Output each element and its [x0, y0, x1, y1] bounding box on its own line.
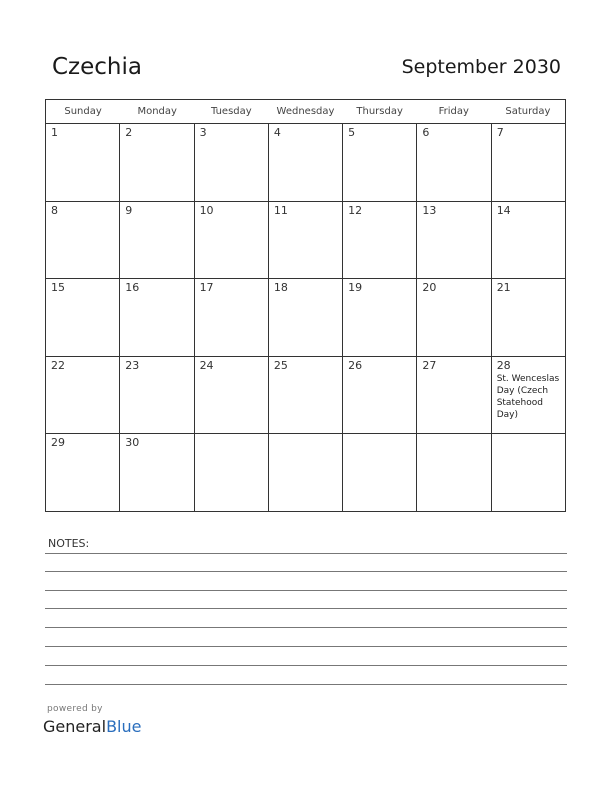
notes-label: NOTES:	[48, 537, 90, 550]
day-number: 7	[496, 126, 504, 139]
holiday-event: St. Wenceslas Day (Czech Statehood Day)	[496, 373, 560, 420]
logo-general-text: General	[43, 717, 107, 736]
notes-line	[45, 590, 567, 591]
day-cell	[269, 124, 343, 201]
day-cell	[417, 279, 491, 356]
day-number: 10	[199, 203, 214, 217]
day-cell	[492, 357, 565, 434]
weekday-saturday: Saturday	[505, 106, 551, 117]
week-row	[46, 124, 565, 202]
weekday-friday: Friday	[438, 106, 469, 117]
day-cell	[492, 202, 565, 279]
day-number: 16	[125, 281, 140, 295]
week-row	[46, 279, 565, 357]
week-row	[46, 202, 565, 280]
day-number: 27	[422, 358, 437, 372]
notes-line	[45, 553, 567, 554]
weekday-monday: Monday	[137, 106, 177, 117]
day-cell	[46, 434, 120, 512]
notes-line	[45, 684, 567, 685]
day-cell	[195, 279, 269, 356]
day-cell	[269, 357, 343, 434]
day-number: 17	[199, 281, 214, 295]
day-cell	[195, 202, 269, 279]
day-number: 29	[51, 436, 65, 450]
day-cell	[417, 434, 491, 512]
weekday-tuesday: Tuesday	[211, 106, 252, 117]
notes-line	[45, 646, 567, 647]
logo-blue-text: Blue	[106, 717, 142, 736]
day-number: 28	[496, 358, 511, 372]
day-cell	[269, 279, 343, 356]
day-number: 12	[348, 203, 363, 217]
day-cell	[46, 124, 120, 201]
weekday-header	[46, 100, 565, 124]
weekday-sunday: Sunday	[64, 106, 102, 117]
day-number: 6	[422, 126, 430, 139]
day-number: 8	[51, 203, 58, 217]
day-cell	[46, 279, 120, 356]
day-number: 4	[273, 126, 281, 139]
day-cell	[417, 202, 491, 279]
week-row	[46, 434, 565, 512]
day-cell	[417, 124, 491, 201]
day-cell	[343, 357, 417, 434]
day-cell	[269, 434, 343, 512]
day-number: 5	[348, 126, 356, 139]
day-cell	[46, 357, 120, 434]
day-cell	[343, 202, 417, 279]
week-row	[46, 357, 565, 435]
day-number: 11	[273, 203, 288, 217]
weekday-wednesday: Wednesday	[276, 106, 335, 117]
day-number: 20	[422, 281, 437, 295]
day-cell	[120, 202, 194, 279]
notes-line	[45, 627, 567, 628]
day-number: 21	[496, 281, 511, 295]
day-number: 30	[125, 436, 140, 450]
day-cell	[492, 124, 565, 201]
day-cell	[120, 124, 194, 201]
day-number: 13	[422, 203, 437, 217]
day-number: 18	[273, 281, 288, 295]
day-number: 19	[348, 281, 363, 295]
day-number: 9	[125, 203, 133, 217]
country-title: Czechia	[52, 54, 142, 80]
day-number: 26	[348, 358, 363, 372]
day-cell	[120, 279, 194, 356]
day-cell	[343, 434, 417, 512]
day-cell	[417, 357, 491, 434]
day-number: 25	[273, 358, 288, 372]
powered-by-text: powered by	[47, 704, 103, 714]
weekday-thursday: Thursday	[356, 106, 403, 117]
day-number: 23	[125, 358, 140, 372]
day-cell	[120, 434, 194, 512]
day-cell	[195, 434, 269, 512]
day-cell	[46, 202, 120, 279]
day-cell	[343, 279, 417, 356]
notes-line	[45, 571, 567, 572]
day-cell	[195, 124, 269, 201]
day-cell	[343, 124, 417, 201]
day-number: 1	[51, 126, 58, 139]
day-cell	[492, 434, 565, 512]
day-number: 22	[51, 358, 65, 372]
day-number: 24	[199, 358, 214, 372]
day-cell	[195, 357, 269, 434]
day-cell	[492, 279, 565, 356]
calendar-grid	[45, 99, 566, 512]
generalblue-logo	[43, 717, 141, 736]
day-number: 2	[125, 126, 133, 139]
day-cell	[269, 202, 343, 279]
day-cell	[120, 357, 194, 434]
notes-line	[45, 608, 567, 609]
day-number: 14	[496, 203, 511, 217]
day-number: 3	[199, 126, 207, 139]
notes-line	[45, 665, 567, 666]
month-title: September 2030	[401, 56, 561, 78]
day-number: 15	[51, 281, 65, 295]
